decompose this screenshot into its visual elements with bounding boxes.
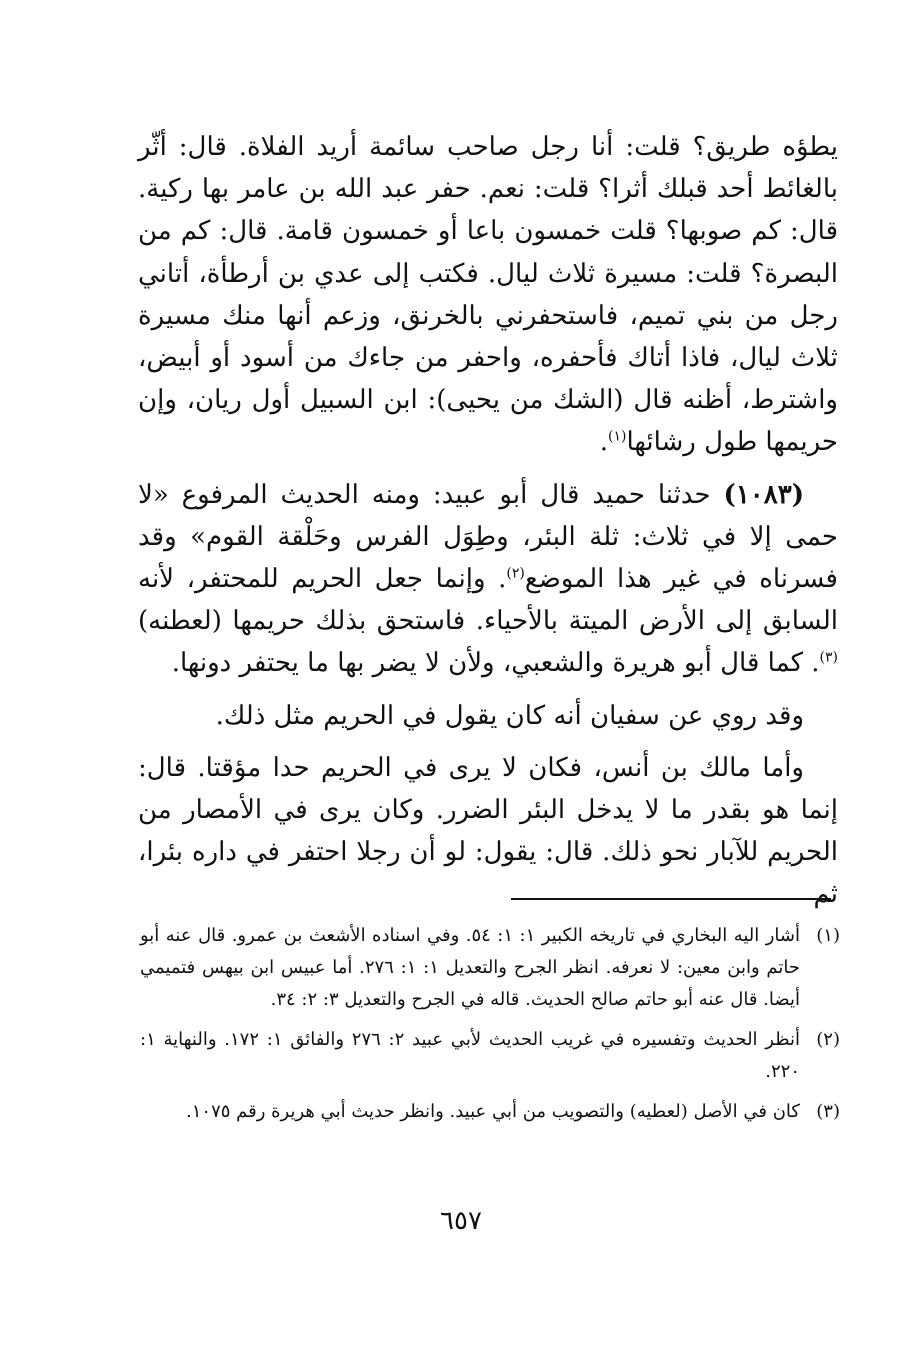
footnote-ref-2: (٢)	[506, 565, 525, 582]
footnote-text: أشار اليه البخاري في تاريخه الكبير ١: ١: ٥٤. وفي اسناده الأشعث بن عمرو. قال عنه أبو حاتم وابن معين: لا نعرفه. انظر الجرح والتعديل ١: ١: ٢٧٦. أما عبيس ابن بيهس فتميمي أيضا. قال عنه أبو حاتم صالح الحديث. قاله في الجرح والتعديل ٣: ٢: ٣٤.	[140, 925, 801, 1010]
footnote-ref-1: (١)	[607, 428, 627, 445]
footnotes	[140, 920, 840, 1136]
page-number: ٦٥٧	[440, 1206, 482, 1236]
main-text	[138, 126, 838, 922]
paragraph-hadith-1083: (١٠٨٣) حدثنا حميد قال أبو عبيد: ومنه الحديث المرفوع «لا حمى إلا في ثلاث: ثلة البئر، وطِوَل الفرس وحَلْقة القوم» وقد فسرناه في غير هذا الموضع$^{(٢)}$. وإنما جعل الحريم للمحتفر، لأنه السابق إلى الأرض الميتة بالأحياء. فاستحق بذلك حريمها (لعطنه)$^{(٣)}$. كما قال أبو هريرة والشعبي، ولأن لا يضر بها ما يحتفر دونها.	[138, 479, 838, 679]
paragraph-4: وأما مالك بن أنس، فكان لا يرى في الحريم حدا مؤقتا. قال: إنما هو بقدر ما لا يدخل البئر الضرر. وكان يرى في الأمصار من الحريم للآبار نحو ذلك. قال: يقول: لو أن رجلا احتفر في داره بئرا، ثم	[138, 752, 838, 910]
footnote-text: كان في الأصل (لعطيه) والتصويب من أبي عبيد. وانظر حديث أبي هريرة رقم ١٠٧٥.	[186, 1101, 800, 1122]
footnote-number: (٣)	[816, 1101, 840, 1122]
footnote-3	[140, 1096, 840, 1128]
footnote-divider	[511, 898, 831, 900]
footnote-number: (٢)	[816, 1029, 840, 1050]
footnote-1	[140, 920, 840, 1016]
paragraph-3: وقد روي عن سفيان أنه كان يقول في الحريم مثل ذلك.	[215, 700, 804, 731]
paragraph-1: يطؤه طريق؟ قلت: أنا رجل صاحب سائمة أريد الفلاة. قال: أثّر بالغائط أحد قبلك أثرا؟ قلت: نعم. حفر عبد الله بن عامر بها ركية. قال: كم صوبها؟ قلت خمسون باعا أو خمسون قامة. قال: كم من البصرة؟ قلت: مسيرة ثلاث ليال. فكتب إلى عدي بن أرطأة، أتاني رجل من بني تميم، فاستحفرني بالخرنق، وزعم أنها منك مسيرة ثلاث ليال، فاذا أتاك فأحفره، واحفر من جاءك من أسود أو أبيض، واشترط، أظنه قال (الشك من يحيى): ابن السبيل أول ريان، وإن حريمها طول رشائها$^{(١)}$.	[138, 132, 838, 458]
footnote-ref-3: (٣)	[819, 649, 838, 666]
footnote-2	[140, 1024, 840, 1088]
footnote-number: (١)	[816, 925, 840, 946]
footnote-text: أنظر الحديث وتفسيره في غريب الحديث لأبي عبيد ٢: ٢٧٦ والفائق ١: ١٧٢. والنهاية ١: ٢٢٠.	[140, 1029, 800, 1082]
hadith-number: (١٠٨٣)	[723, 479, 804, 510]
